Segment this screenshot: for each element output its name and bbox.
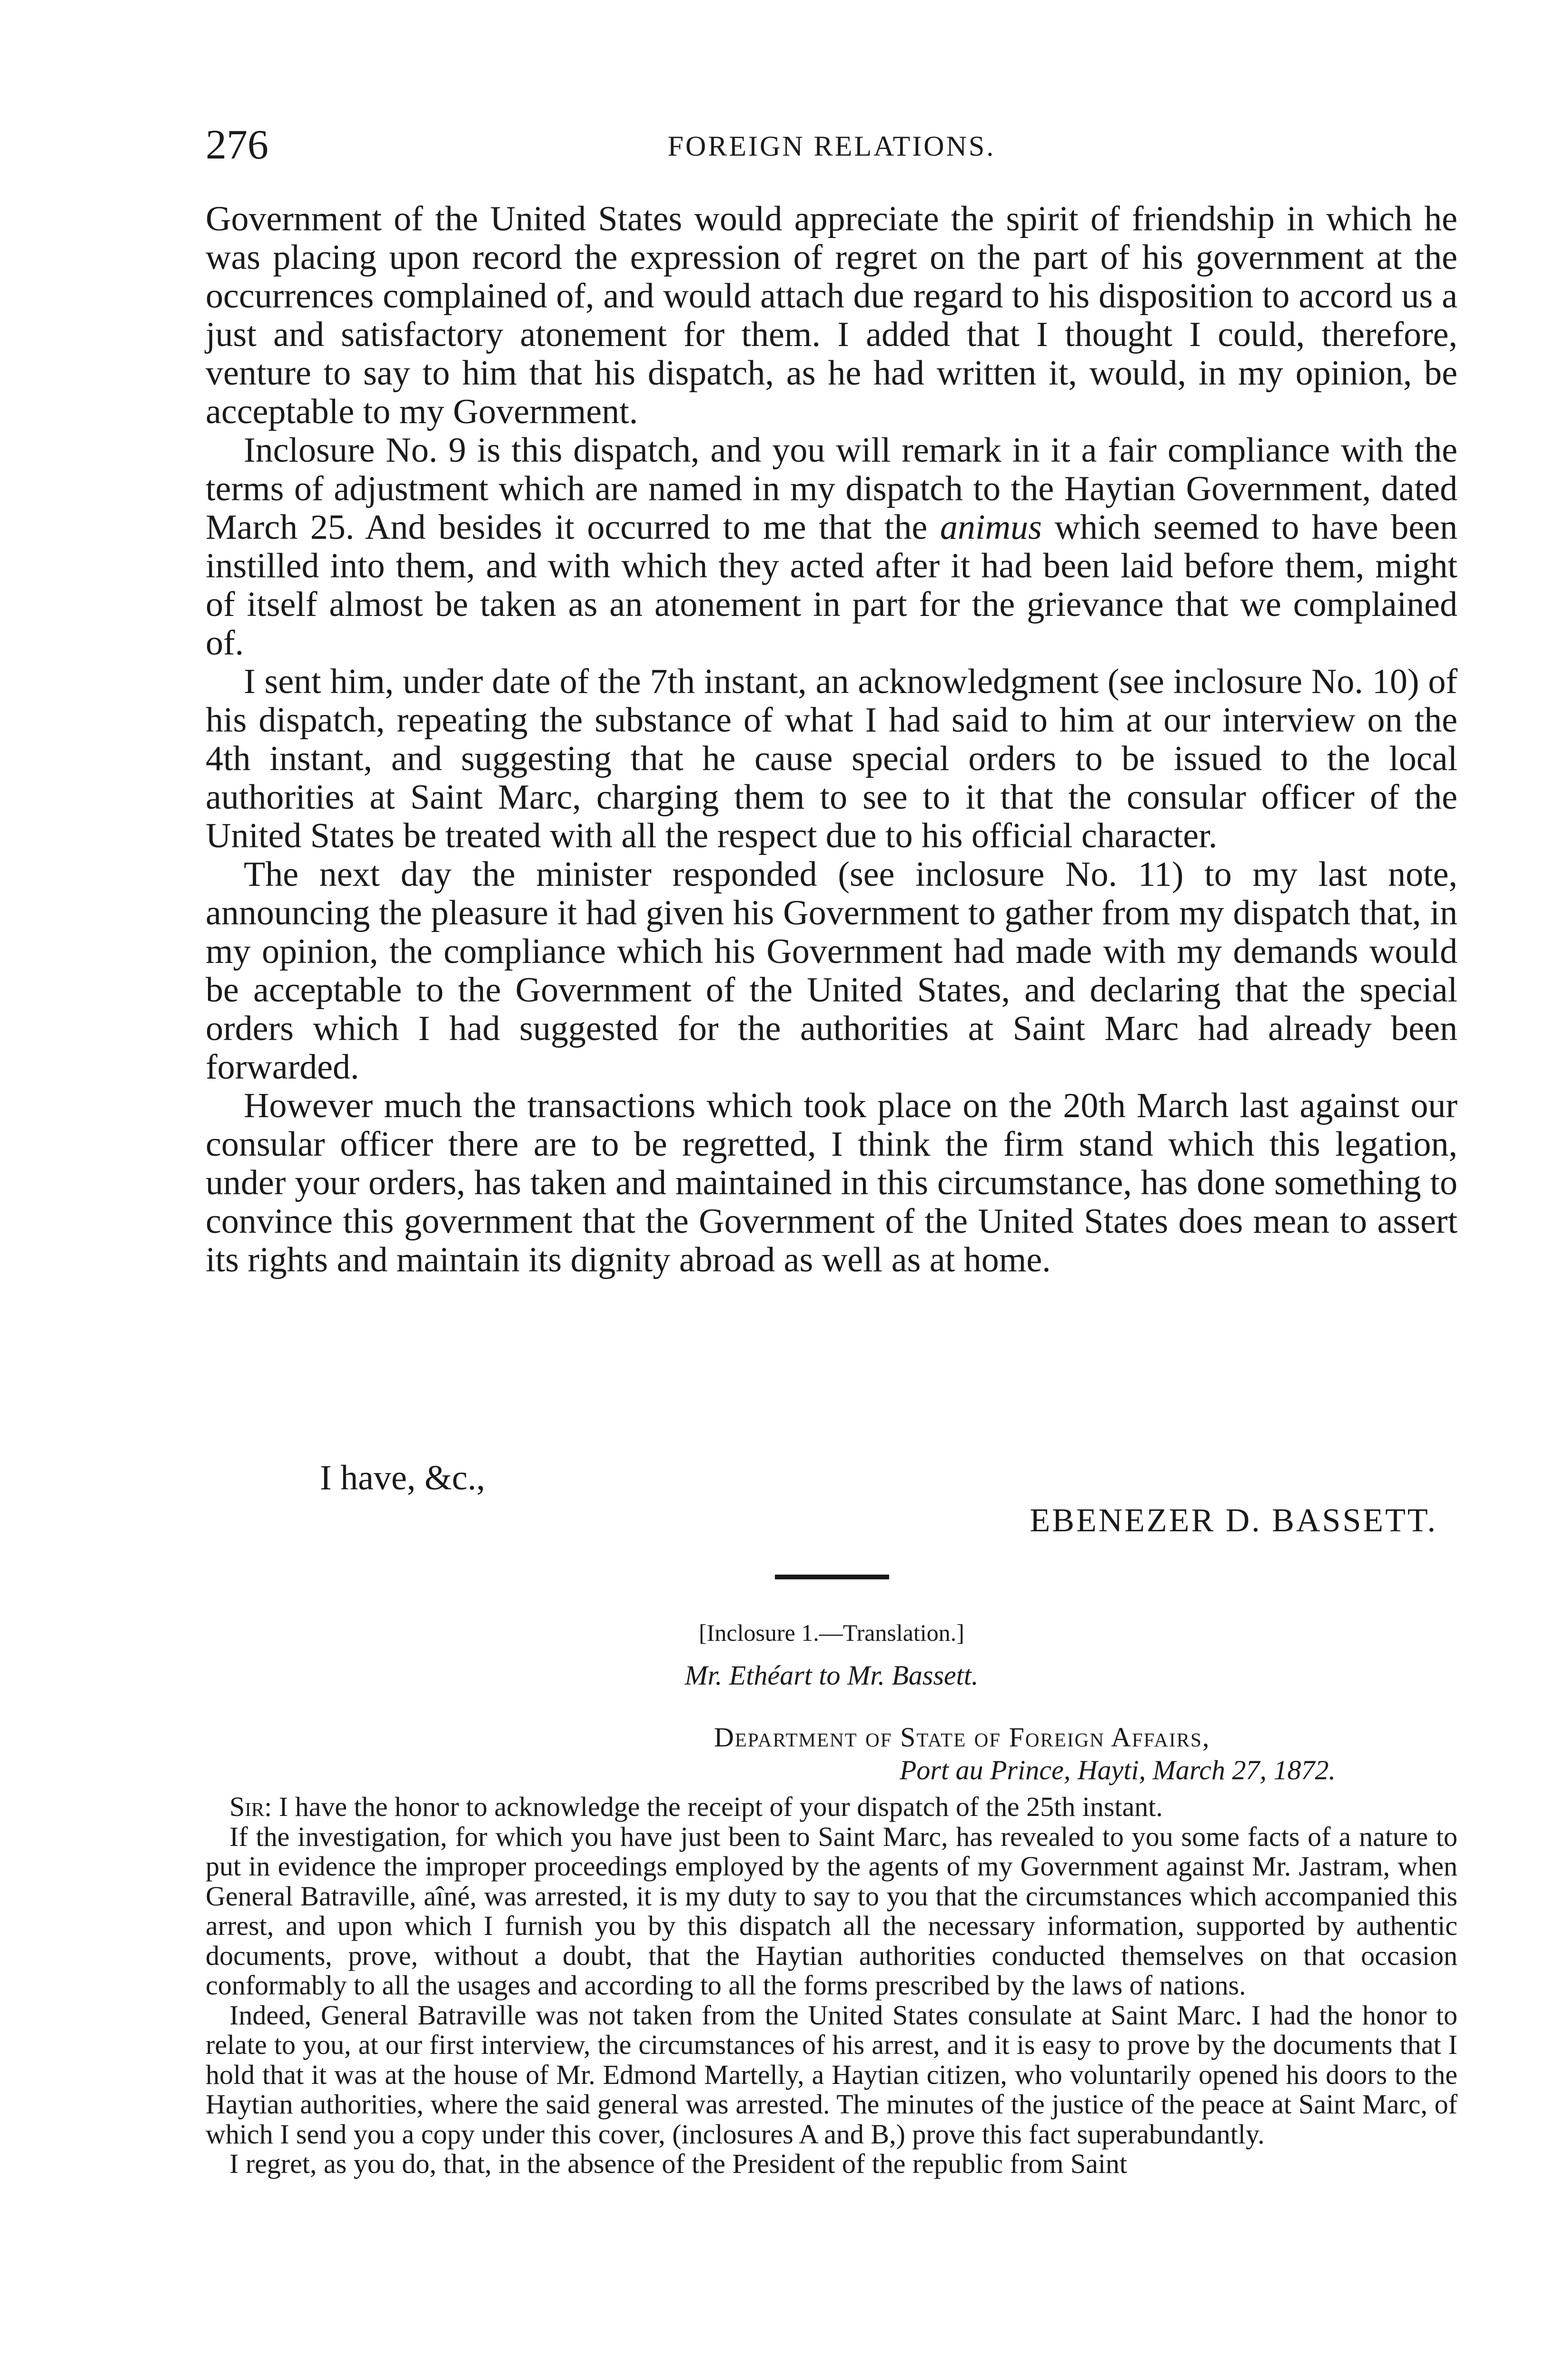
letter-paragraph-5: However much the transactions which took place on the 20th March last against our consular officer there are to be regretted, I think the firm stand which this legation, under your orders, has taken and maintained in this circumstance, has done something to convince this government that the Government of the United States does mean to assert its rights and maintain its dignity abroad as well as at home. xyxy=(206,1086,1457,1279)
enclosure-paragraph-1 xyxy=(206,1792,1457,1822)
letter-closing: I have, &c., xyxy=(320,1458,486,1497)
letter-paragraph-4: The next day the minister responded (see inclosure No. 11) to my last note, announcing the pleasure it had given his Government to gather from my dispatch that, in my opinion, the compliance which his Government had made with my demands would be acceptable to the Government of the United States, and declaring that the special orders which I had suggested for the authorities at Saint Marc had already been forwarded. xyxy=(206,855,1457,1087)
enclosure-paragraph-3: Indeed, General Batraville was not taken from the United States consulate at Saint Marc. I had the honor to relate to you, at our first interview, the circumstances of his arrest, and it is easy to prove by the documents that I hold that it was at the house of Mr. Edmond Martelly, a Haytian citizen, who voluntarily opened his doors to the Haytian authorities, where the said general was arrested. The minutes of the justice of the peace at Saint Marc, of which I send you a copy under this cover, (inclosures A and B,) prove this fact superabundantly. xyxy=(206,1999,1457,2150)
letter-paragraph-3: I sent him, under date of the 7th instant, an acknowledgment (see inclosure No. 10) of his dispatch, repeating the substance of what I had said to him at our interview on the 4th instant, and suggesting that he cause special orders to be issued to the local authorities at Saint Marc, charging them to see to it that the consular officer of the United States be treated with all the respect due to his official character. xyxy=(206,662,1457,855)
enclosure-body xyxy=(206,1792,1457,2179)
letter-signature: EBENEZER D. BASSETT. xyxy=(1030,1502,1437,1539)
enclosure-label: [Inclosure 1.—Translation.] xyxy=(699,1619,964,1646)
page-number: 276 xyxy=(206,122,268,168)
letter-paragraph-2-text: Inclosure No. 9 is this dispatch, and you will remark in it a fair compliance with the terms of adjustment which are named in my dispatch to the Haytian Government, dated March 25. And besides it occurred to me that the animus which seemed to have been instilled into them, and with which they acted after it had been laid before them, might of itself almost be taken as an atonement in part for the grievance that we complained of. xyxy=(206,431,1457,663)
enclosure-paragraph-1-text: I have the honor to acknowledge the receipt of your dispatch of the 25th instant. xyxy=(278,1791,1163,1822)
enclosure-paragraph-4: I regret, as you do, that, in the absence of the President of the republic from Saint xyxy=(229,2148,1128,2179)
letter-paragraph-1: Government of the United States would appreciate the spirit of friendship in which he was placing upon record the expression of regret on the part of his government at the occurrences complained of, and would attach due regard to his disposition to accord us a just and satisfactory atonement for them. I added that I thought I could, therefore, venture to say to him that his dispatch, as he had written it, would, in my opinion, be acceptable to my Government. xyxy=(206,199,1457,431)
enclosure-place-date: Port au Prince, Hayti, March 27, 1872. xyxy=(900,1755,1336,1785)
enclosure-department: Department of State of Foreign Affairs, xyxy=(714,1722,1210,1753)
letter-body xyxy=(206,200,1457,1279)
section-divider xyxy=(775,1575,889,1579)
enclosure-paragraph-2: If the investigation, for which you have just been to Saint Marc, has revealed to you some facts of a nature to put in evidence the improper proceedings employed by the agents of my Government against Mr. Jastram, when General Batraville, aîné, was arrested, it is my duty to say to you that the circumstances which accompanied this arrest, and upon which I furnish you by this dispatch all the necessary information, supported by authentic documents, prove, without a doubt, that the Haytian authorities conducted themselves on that occasion conformably to all the usages and according to all the forms prescribed by the laws of nations. xyxy=(206,1821,1457,2001)
enclosure-salutation: Sir: xyxy=(229,1791,272,1822)
italic-word: animus xyxy=(940,508,1042,547)
enclosure-title: Mr. Ethéart to Mr. Bassett. xyxy=(684,1660,979,1691)
page-header xyxy=(206,121,1457,174)
letter-paragraph-2 xyxy=(206,431,1457,663)
running-head: FOREIGN RELATIONS. xyxy=(667,130,996,162)
